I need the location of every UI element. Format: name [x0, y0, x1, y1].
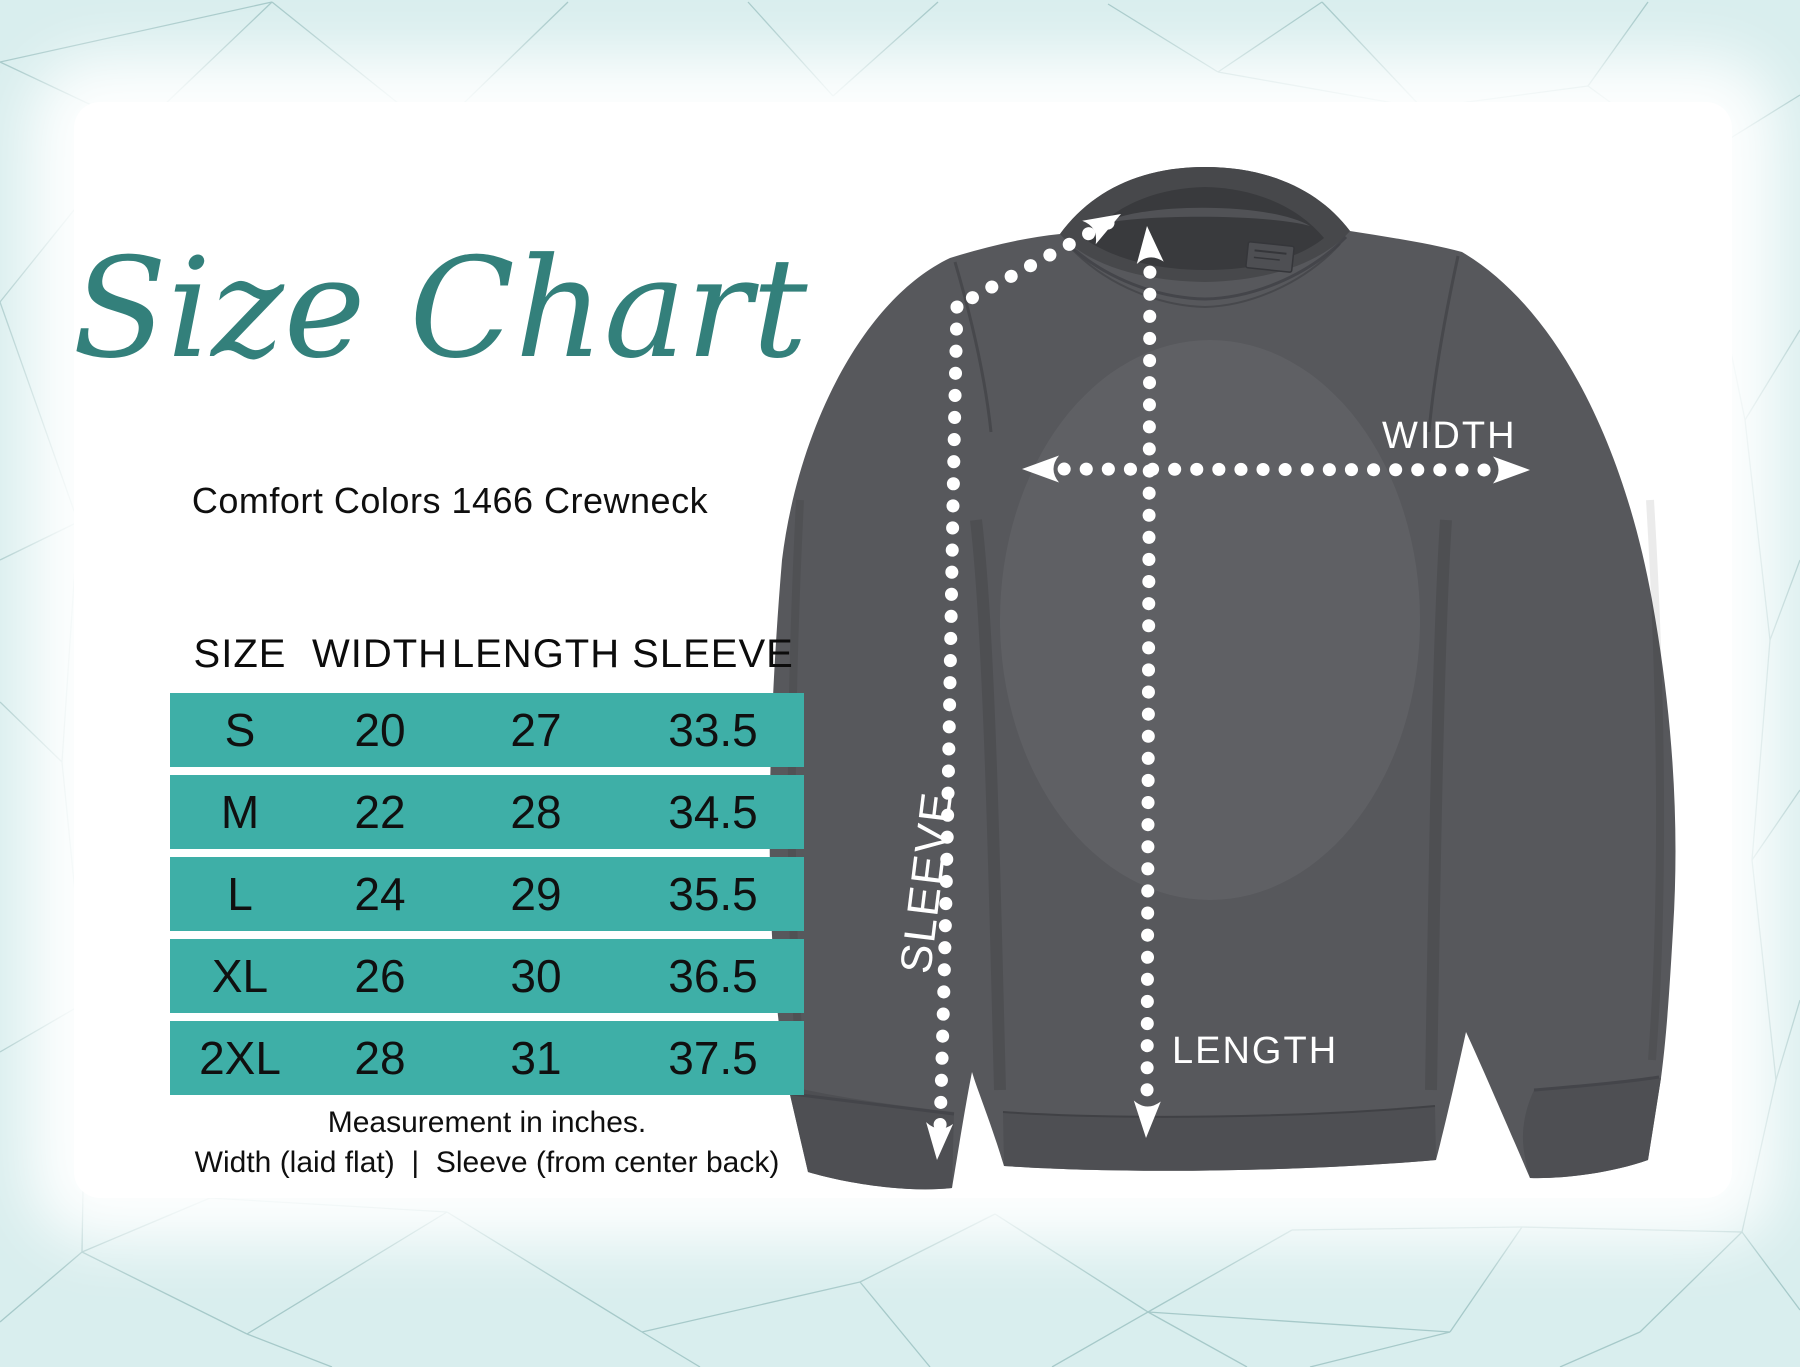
page-title: Size Chart	[72, 228, 808, 389]
cell-width: 22	[354, 786, 406, 838]
cell-sleeve: 37.5	[668, 1032, 758, 1084]
note-method: Width (laid flat) | Sleeve (from center back)	[194, 1146, 780, 1179]
size-table-header	[170, 632, 804, 677]
table-row	[170, 775, 804, 849]
col-header-width: WIDTH	[311, 632, 449, 676]
cell-size: XL	[211, 950, 269, 1002]
note-units: Measurement in inches.	[327, 1106, 647, 1139]
cell-sleeve: 35.5	[668, 868, 758, 920]
table-row	[170, 939, 804, 1013]
width-measure-label: WIDTH	[1382, 415, 1517, 457]
length-measure-label: LENGTH	[1172, 1030, 1339, 1072]
size-table	[170, 632, 804, 1103]
cell-size: M	[220, 786, 260, 838]
fabric-highlight	[1000, 340, 1420, 900]
cell-width: 20	[354, 704, 406, 756]
cell-sleeve: 36.5	[668, 950, 758, 1002]
right-cuff	[1523, 1078, 1661, 1178]
table-row	[170, 857, 804, 931]
cell-size: 2XL	[199, 1032, 281, 1084]
subtitle: Comfort Colors 1466 Crewneck	[191, 480, 709, 521]
table-row	[170, 693, 804, 767]
cell-length: 29	[510, 868, 562, 920]
table-row	[170, 1021, 804, 1095]
cell-width: 26	[354, 950, 406, 1002]
cell-length: 31	[510, 1032, 562, 1084]
cell-length: 28	[510, 786, 562, 838]
neck-tag	[1246, 242, 1294, 273]
cell-sleeve: 33.5	[668, 704, 758, 756]
col-header-length: LENGTH	[451, 632, 621, 676]
col-header-size: SIZE	[193, 632, 287, 676]
cell-size: S	[224, 704, 256, 756]
cell-width: 24	[354, 868, 406, 920]
cell-size: L	[227, 868, 253, 920]
cell-length: 30	[510, 950, 562, 1002]
col-header-sleeve: SLEEVE	[632, 632, 794, 676]
sleeve-measure-label: SLEEVE	[891, 788, 963, 977]
cell-length: 27	[510, 704, 562, 756]
cell-sleeve: 34.5	[668, 786, 758, 838]
measurement-notes	[140, 1106, 834, 1180]
cell-width: 28	[354, 1032, 406, 1084]
